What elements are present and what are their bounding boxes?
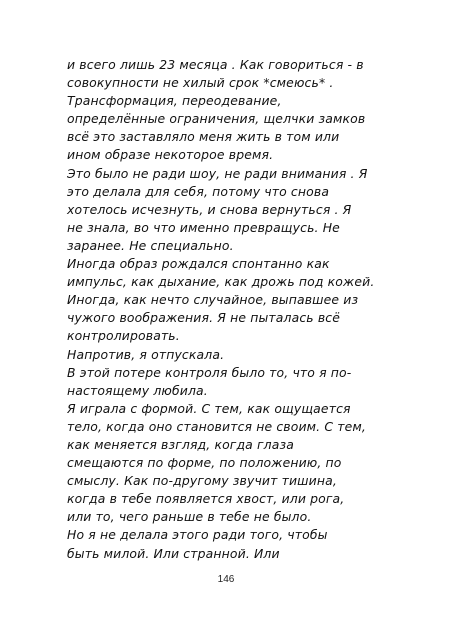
- text-line: Напротив, я отпускала.: [67, 346, 225, 362]
- text-line: Иногда, как нечто случайное, выпавшее из: [67, 292, 359, 308]
- text-line: тело, когда оно становится не своим. С тем,: [67, 418, 366, 434]
- text-line: хотелось исчезнуть, и снова вернуться . Я: [67, 201, 352, 217]
- text-line: или то, чего раньше в тебе не было.: [67, 509, 312, 525]
- text-line: контролировать.: [67, 328, 180, 344]
- text-line: Это было не ради шоу, не ради внимания . Я: [67, 165, 368, 181]
- text-line: чужого воображения. Я не пыталась всё: [67, 310, 341, 326]
- text-line: смыслу. Как по-другому звучит тишина,: [67, 473, 337, 489]
- text-line: импульс, как дыхание, как дрожь под кожей.: [67, 274, 375, 290]
- text-line: В этой потере контроля было то, что я по-: [67, 364, 352, 380]
- text-line: заранее. Не специально.: [67, 237, 234, 253]
- text-line: и всего лишь 23 месяца . Как говориться - в: [67, 57, 364, 72]
- text-line: быть милой. Или странной. Или: [67, 545, 280, 561]
- page-number: 146: [217, 574, 235, 585]
- page-text: [67, 56, 397, 563]
- text-line: когда в тебе появляется хвост, или рога,: [67, 491, 345, 507]
- text-line: не знала, во что именно превращусь. Не: [67, 219, 340, 235]
- text-line: всё это заставляло меня жить в том или: [67, 129, 340, 145]
- text-line: Иногда образ рождался спонтанно как: [67, 256, 330, 272]
- text-line: Трансформация, переодевание,: [67, 93, 282, 109]
- text-line: настоящему любила.: [67, 382, 208, 398]
- text-line: это делала для себя, потому что снова: [67, 183, 330, 199]
- text-line: Я играла с формой. С тем, как ощущается: [67, 400, 351, 416]
- text-line: совокупности не хилый срок *смеюсь* .: [67, 75, 334, 91]
- text-line: определённые ограничения, щелчки замков: [67, 111, 366, 127]
- text-line: Но я не делала этого ради того, чтобы: [67, 527, 328, 543]
- text-line: как меняется взгляд, когда глаза: [67, 436, 294, 452]
- text-line: смещаются по форме, по положению, по: [67, 455, 342, 471]
- text-line: ином образе некоторое время.: [67, 147, 274, 163]
